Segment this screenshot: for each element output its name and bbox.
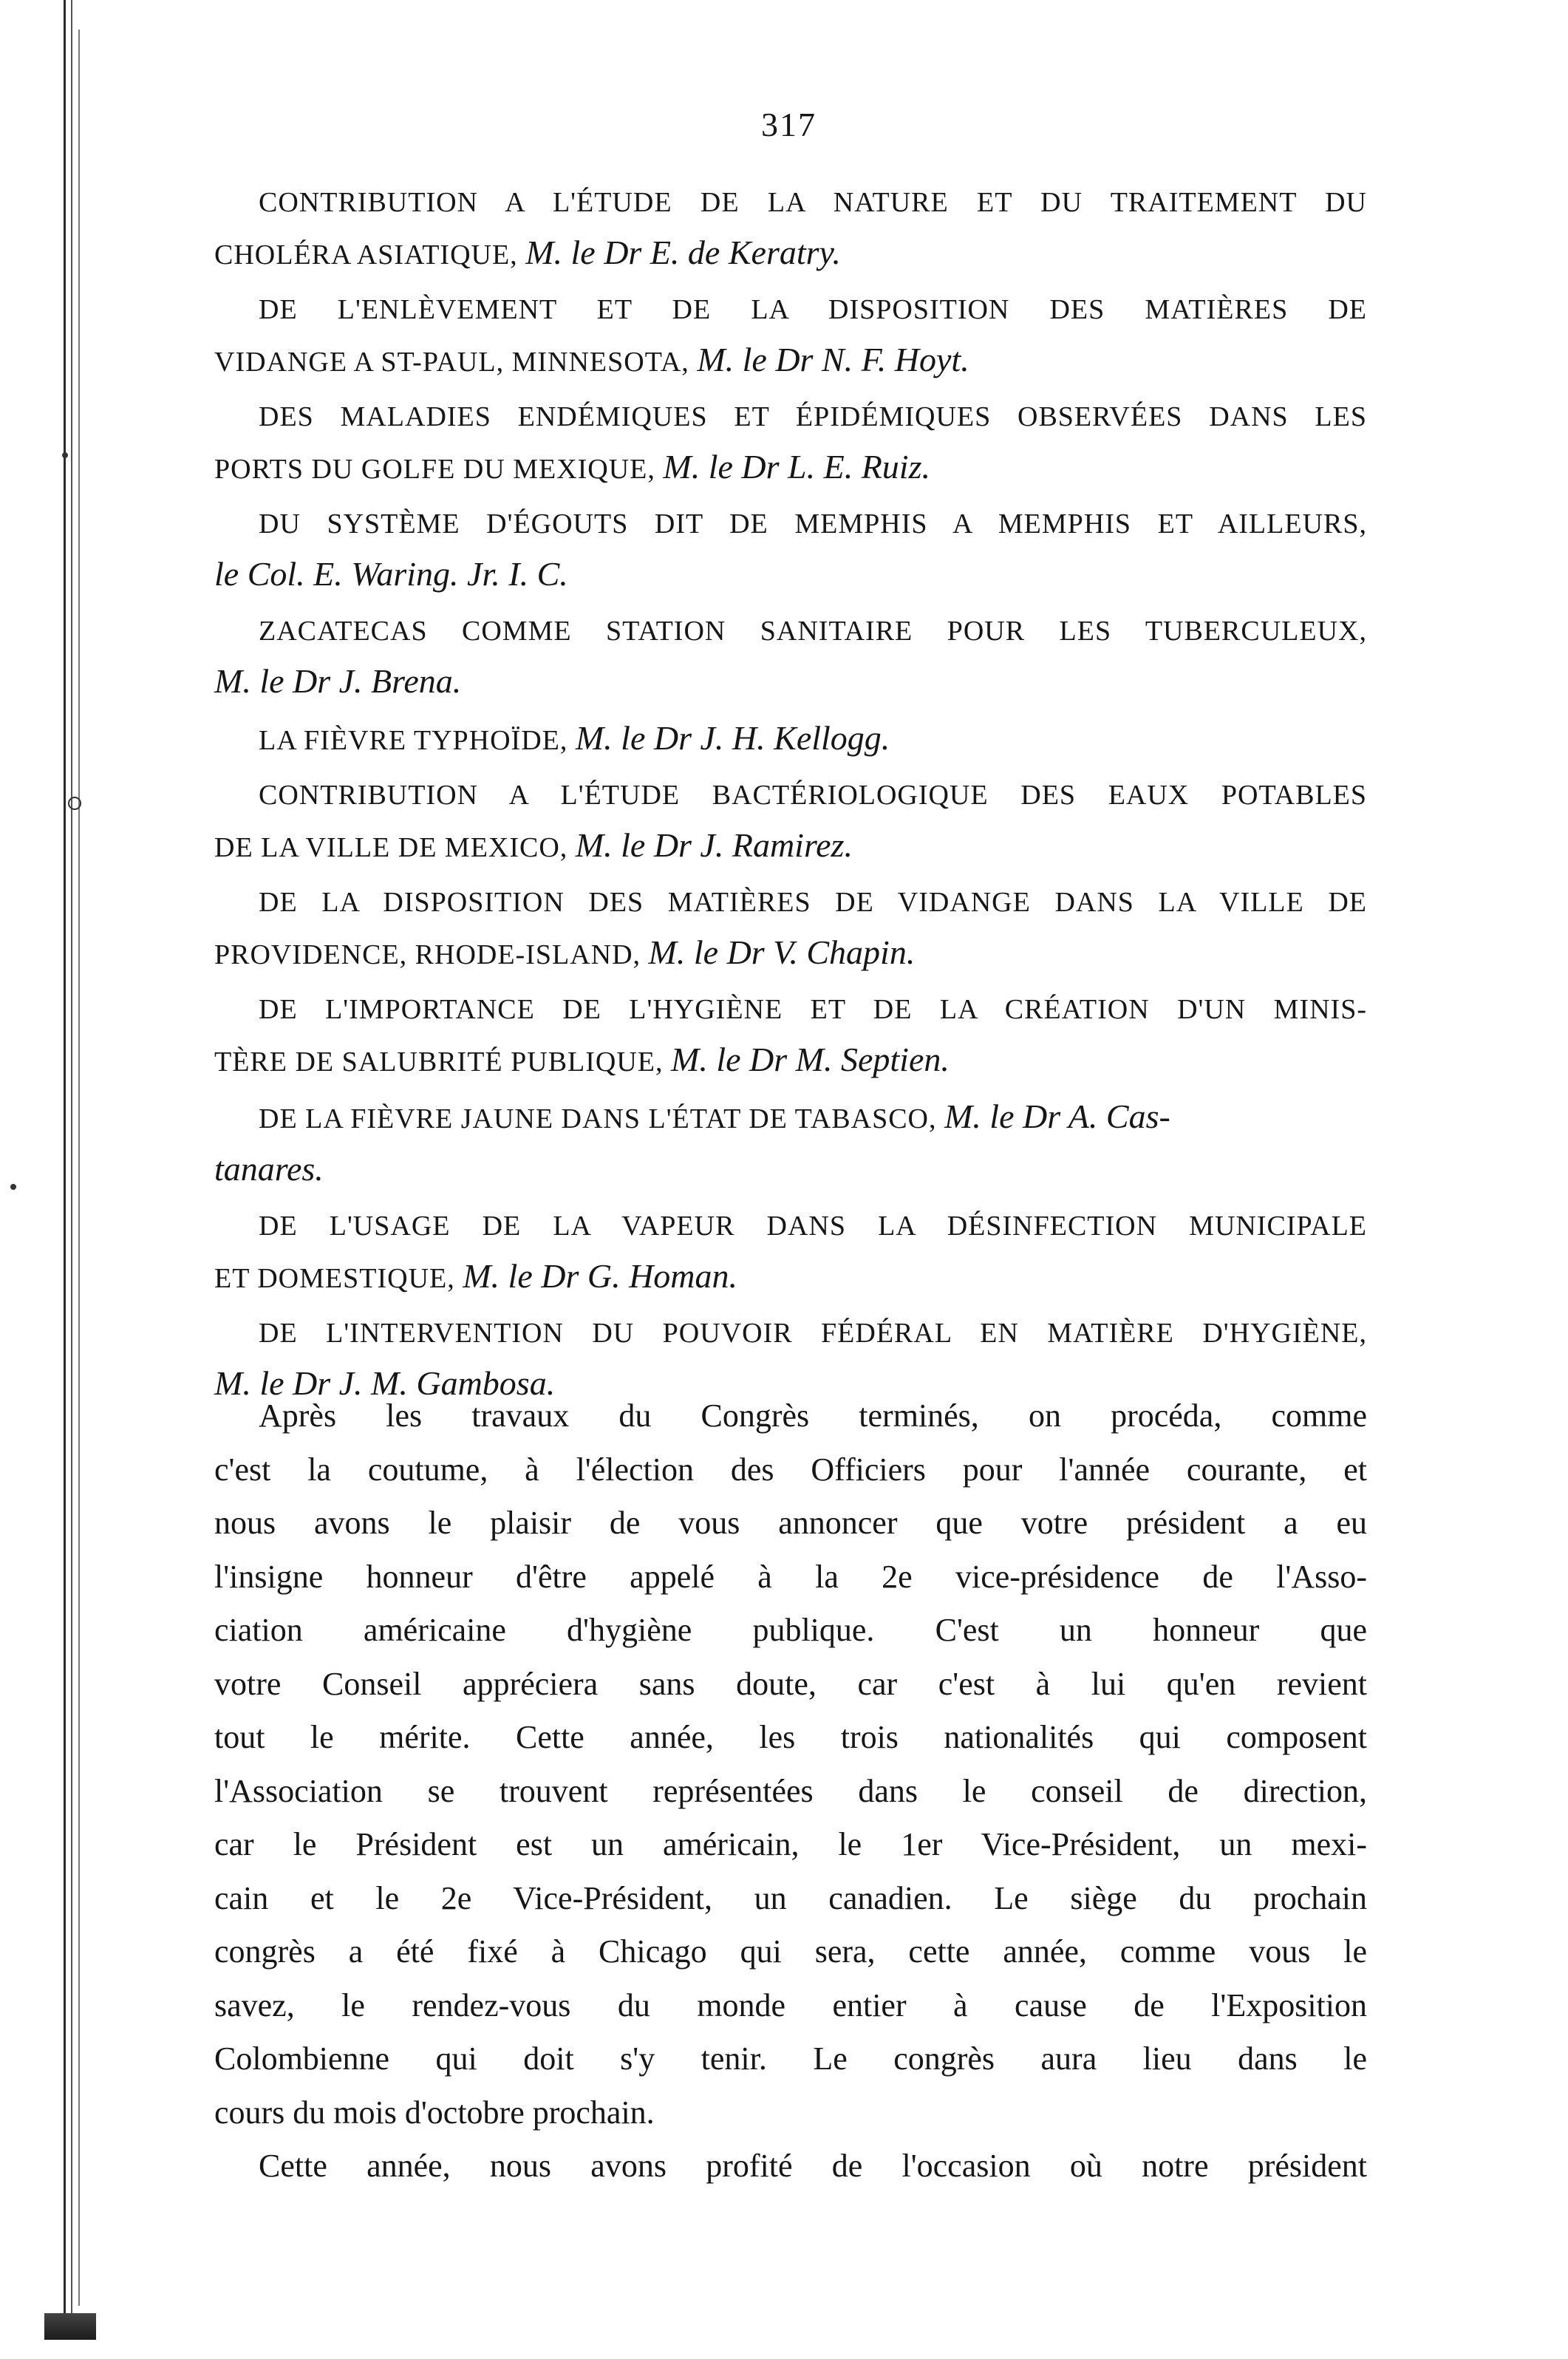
reference-author: tanares. [214, 1150, 324, 1188]
scan-speck [68, 797, 81, 810]
reference-line: DE L'ENLÈVEMENT ET DE LA DISPOSITION DES MATIÈRES DE [259, 294, 1367, 325]
text-line: savez, le rendez-vous du monde entier à cause de l'Exposition [214, 1987, 1367, 2023]
reference-author: le Col. E. Waring. Jr. I. C. [214, 555, 568, 593]
text-line: car le Président est un américain, le 1er Vice-Président, un mexi- [214, 1826, 1367, 1862]
reference-line: TÈRE DE SALUBRITÉ PUBLIQUE, [214, 1046, 672, 1078]
reference-line: DE L'INTERVENTION DU POUVOIR FÉDÉRAL EN MATIÈRE D'HYGIÈNE, [259, 1318, 1367, 1349]
reference-line: LA FIÈVRE TYPHOÏDE, [259, 725, 576, 756]
binding-rule [78, 30, 80, 2306]
reference-line: VIDANGE A ST-PAUL, MINNESOTA, [214, 347, 698, 378]
text-line: congrès a été fixé à Chicago qui sera, cette année, comme vous le [214, 1933, 1367, 1970]
text-line: nous avons le plaisir de vous annoncer que votre président a eu [214, 1505, 1367, 1541]
reference-item [214, 606, 1367, 709]
scan-speck [62, 452, 68, 458]
reference-author: M. le Dr L. E. Ruiz. [663, 448, 930, 486]
text-line: tout le mérite. Cette année, les trois nationalités qui composent [214, 1719, 1367, 1755]
reference-item [214, 984, 1367, 1087]
reference-author: M. le Dr J. H. Kellogg. [575, 719, 890, 757]
page-number: 317 [761, 106, 817, 143]
reference-item [214, 1201, 1367, 1304]
paragraph [214, 2140, 1367, 2193]
text-line: l'Association se trouvent représentées dans le conseil de direction, [214, 1772, 1367, 1809]
reference-author: M. le Dr M. Septien. [671, 1041, 950, 1078]
reference-line: DE LA DISPOSITION DES MATIÈRES DE VIDANGE DANS LA VILLE DE [259, 887, 1367, 918]
reference-line: DE LA FIÈVRE JAUNE DANS L'ÉTAT DE TABASCO, [259, 1103, 944, 1134]
reference-line: CONTRIBUTION A L'ÉTUDE DE LA NATURE ET DU TRAITEMENT DU [259, 187, 1367, 218]
text-line: cain et le 2e Vice-Président, un canadien. Le siège du prochain [214, 1879, 1367, 1916]
text-line: ciation américaine d'hygiène publique. C'est un honneur que [214, 1612, 1367, 1648]
reference-item [214, 770, 1367, 873]
text-line: c'est la coutume, à l'élection des Officiers pour l'année courante, et [214, 1451, 1367, 1488]
reference-item [214, 392, 1367, 494]
reference-author: M. le Dr V. Chapin. [648, 933, 916, 971]
reference-item [214, 177, 1367, 280]
reference-author: M. le Dr J. Ramirez. [575, 826, 853, 864]
binding-base [44, 2313, 96, 2340]
reference-line: PROVIDENCE, RHODE-ISLAND, [214, 939, 649, 970]
reference-item [214, 877, 1367, 980]
reference-author: M. le Dr N. F. Hoyt. [697, 341, 969, 378]
text-line: Cette année, nous avons profité de l'occasion où notre président [259, 2148, 1367, 2184]
text-line: l'insigne honneur d'être appelé à la 2e vice-présidence de l'Asso- [214, 1558, 1367, 1595]
binding-rule [71, 0, 72, 2321]
reference-item [214, 499, 1367, 602]
reference-author: M. le Dr A. Cas- [944, 1097, 1170, 1135]
reference-author: M. le Dr J. Brena. [214, 662, 462, 700]
text-line: votre Conseil appréciera sans doute, car c'est à lui qu'en revient [214, 1665, 1367, 1702]
reference-item [214, 285, 1367, 387]
text-line: cours du mois d'octobre prochain. [214, 2094, 655, 2131]
reference-line: CONTRIBUTION A L'ÉTUDE BACTÉRIOLOGIQUE DES EAUX POTABLES [259, 780, 1367, 811]
reference-item [214, 1092, 1367, 1196]
reference-line: DES MALADIES ENDÉMIQUES ET ÉPIDÉMIQUES OBSERVÉES DANS LES [259, 401, 1367, 432]
reference-author: M. le Dr G. Homan. [463, 1257, 738, 1295]
reference-list [214, 177, 1367, 1415]
reference-line: DE LA VILLE DE MEXICO, [214, 832, 576, 863]
text-line: Après les travaux du Congrès terminés, on procéda, comme [259, 1398, 1367, 1434]
scan-speck [10, 1184, 16, 1190]
reference-author: M. le Dr E. de Keratry. [525, 234, 841, 271]
reference-item [214, 713, 1367, 766]
reference-line: DE L'USAGE DE LA VAPEUR DANS LA DÉSINFECTION MUNICIPALE [259, 1211, 1367, 1242]
reference-line: DU SYSTÈME D'ÉGOUTS DIT DE MEMPHIS A MEMPHIS ET AILLEURS, [259, 508, 1367, 539]
text-line: Colombienne qui doit s'y tenir. Le congrès aura lieu dans le [214, 2040, 1367, 2077]
reference-line: ET DOMESTIQUE, [214, 1263, 463, 1294]
reference-line: CHOLÉRA ASIATIQUE, [214, 239, 526, 270]
reference-line: ZACATECAS COMME STATION SANITAIRE POUR LES TUBERCULEUX, [259, 616, 1367, 647]
reference-author: M. le Dr J. M. Gambosa. [214, 1364, 556, 1402]
paragraph [214, 1389, 1367, 2140]
body-text [214, 1389, 1367, 2193]
reference-line: PORTS DU GOLFE DU MEXIQUE, [214, 454, 664, 485]
binding-rule [64, 0, 66, 2321]
reference-line: DE L'IMPORTANCE DE L'HYGIÈNE ET DE LA CRÉATION D'UN MINIS- [259, 994, 1367, 1025]
